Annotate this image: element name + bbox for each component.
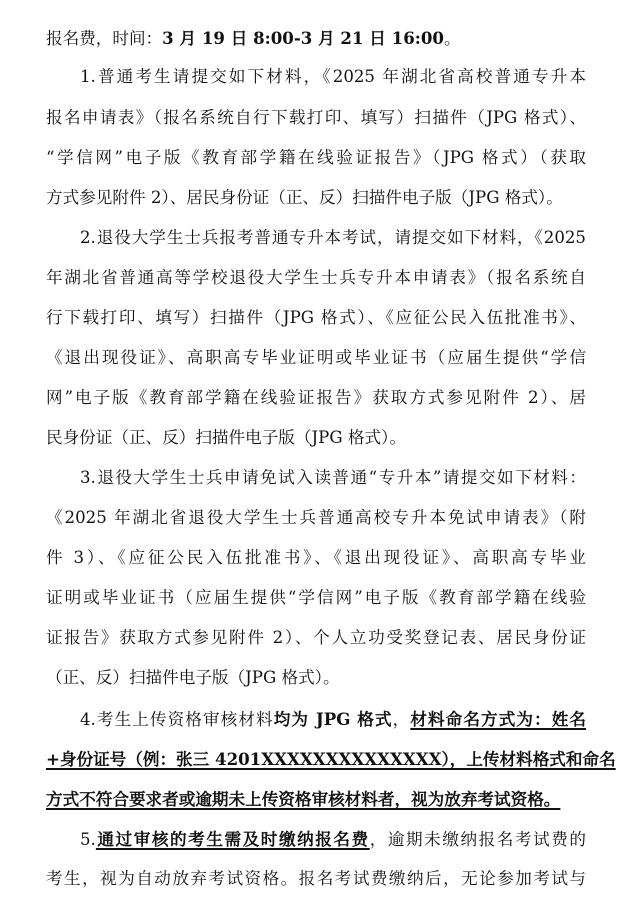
text-segment: 3 月 19 日 8:00-3 月 21 日 16:00 (162, 28, 444, 48)
text-line (46, 258, 586, 298)
text-segment: 件 3）、《应征公民入伍批准书》、《退出现役证》、高职高专毕业 (46, 548, 586, 567)
text-segment: 材料命名方式为：姓名 (410, 709, 586, 729)
text-segment: 通过审核的考生需及时缴纳报名费 (95, 829, 370, 849)
text-segment: 证明或毕业证书（应届生提供“学信网”电子版《教育部学籍在线验 (46, 588, 586, 607)
text-segment: 民身份证（正、反）扫描件电子版（JPG 格式）。 (46, 428, 406, 447)
text-line (46, 819, 586, 859)
text-segment: （正、反）扫描件电子版（JPG 格式）。 (46, 668, 340, 687)
text-line (46, 538, 586, 578)
text-segment: 网”电子版《教育部学籍在线验证报告》获取方式参见附件 2）、居 (46, 388, 586, 407)
text-segment: 。 (443, 29, 461, 48)
text-line (46, 618, 586, 658)
text-segment: 证报告》获取方式参见附件 2）、个人立功受奖登记表、居民身份证 (46, 628, 586, 647)
text-line (46, 98, 586, 138)
text-segment: 方式不符合要求者或逾期未上传资格审核材料者，视为放弃考试资格。 (46, 789, 561, 809)
text-line (46, 57, 586, 97)
text-line (46, 338, 586, 378)
text-line (46, 418, 586, 458)
text-line (46, 859, 586, 899)
text-line (46, 298, 586, 338)
text-line (46, 779, 586, 819)
text-segment: “学信网”电子版《教育部学籍在线验证报告》（JPG 格式）（获取 (46, 148, 586, 167)
text-segment: 3.退役大学生士兵申请免试入读普通“专升本”请提交如下材料： (80, 468, 586, 487)
text-segment: ， (392, 710, 411, 729)
text-line (46, 178, 586, 218)
text-segment: +身份证号（例：张三 4201XXXXXXXXXXXXXX），上传材料格式和命名 (46, 749, 616, 769)
text-segment: 2.退役大学生士兵报考普通专升本考试，请提交如下材料，《2025 (80, 228, 586, 247)
text-segment: 报名费，时间： (46, 29, 163, 48)
text-line (46, 378, 586, 418)
text-segment: 方式参见附件 2）、居民身份证（正、反）扫描件电子版（JPG 格式）。 (46, 188, 563, 207)
text-line (46, 699, 586, 739)
text-segment: 均为 JPG 格式 (273, 709, 393, 729)
text-line (46, 658, 586, 698)
text-segment: 《2025 年湖北省退役大学生士兵普通高校专升本免试申请表》（附 (46, 508, 586, 527)
text-segment: 报名申请表》（报名系统自行下载打印、填写）扫描件（JPG 格式）、 (46, 108, 586, 127)
text-segment: 考生，视为自动放弃考试资格。报名考试费缴纳后，无论参加考试与 (46, 869, 586, 888)
text-segment: 4.考生上传资格审核材料 (80, 710, 274, 729)
text-segment: 1.普通考生请提交如下材料，《2025 年湖北省高校普通专升本 (80, 67, 586, 86)
text-line (46, 578, 586, 618)
text-segment: ，逾期未缴纳报名考试费的 (369, 830, 587, 849)
text-line (46, 18, 586, 58)
text-segment: 《退出现役证》、高职高专毕业证明或毕业证书（应届生提供“学信 (46, 348, 586, 367)
text-line (46, 739, 616, 779)
text-line (46, 458, 586, 498)
text-segment: 5. (80, 830, 96, 849)
text-line (46, 138, 586, 178)
text-line (46, 498, 586, 538)
text-segment: 行下载打印、填写）扫描件（JPG 格式）、《应征公民入伍批准书》、 (46, 308, 586, 327)
text-segment: 年湖北省普通高等学校退役大学生士兵专升本申请表》（报名系统自 (46, 268, 586, 287)
text-line (46, 218, 586, 258)
